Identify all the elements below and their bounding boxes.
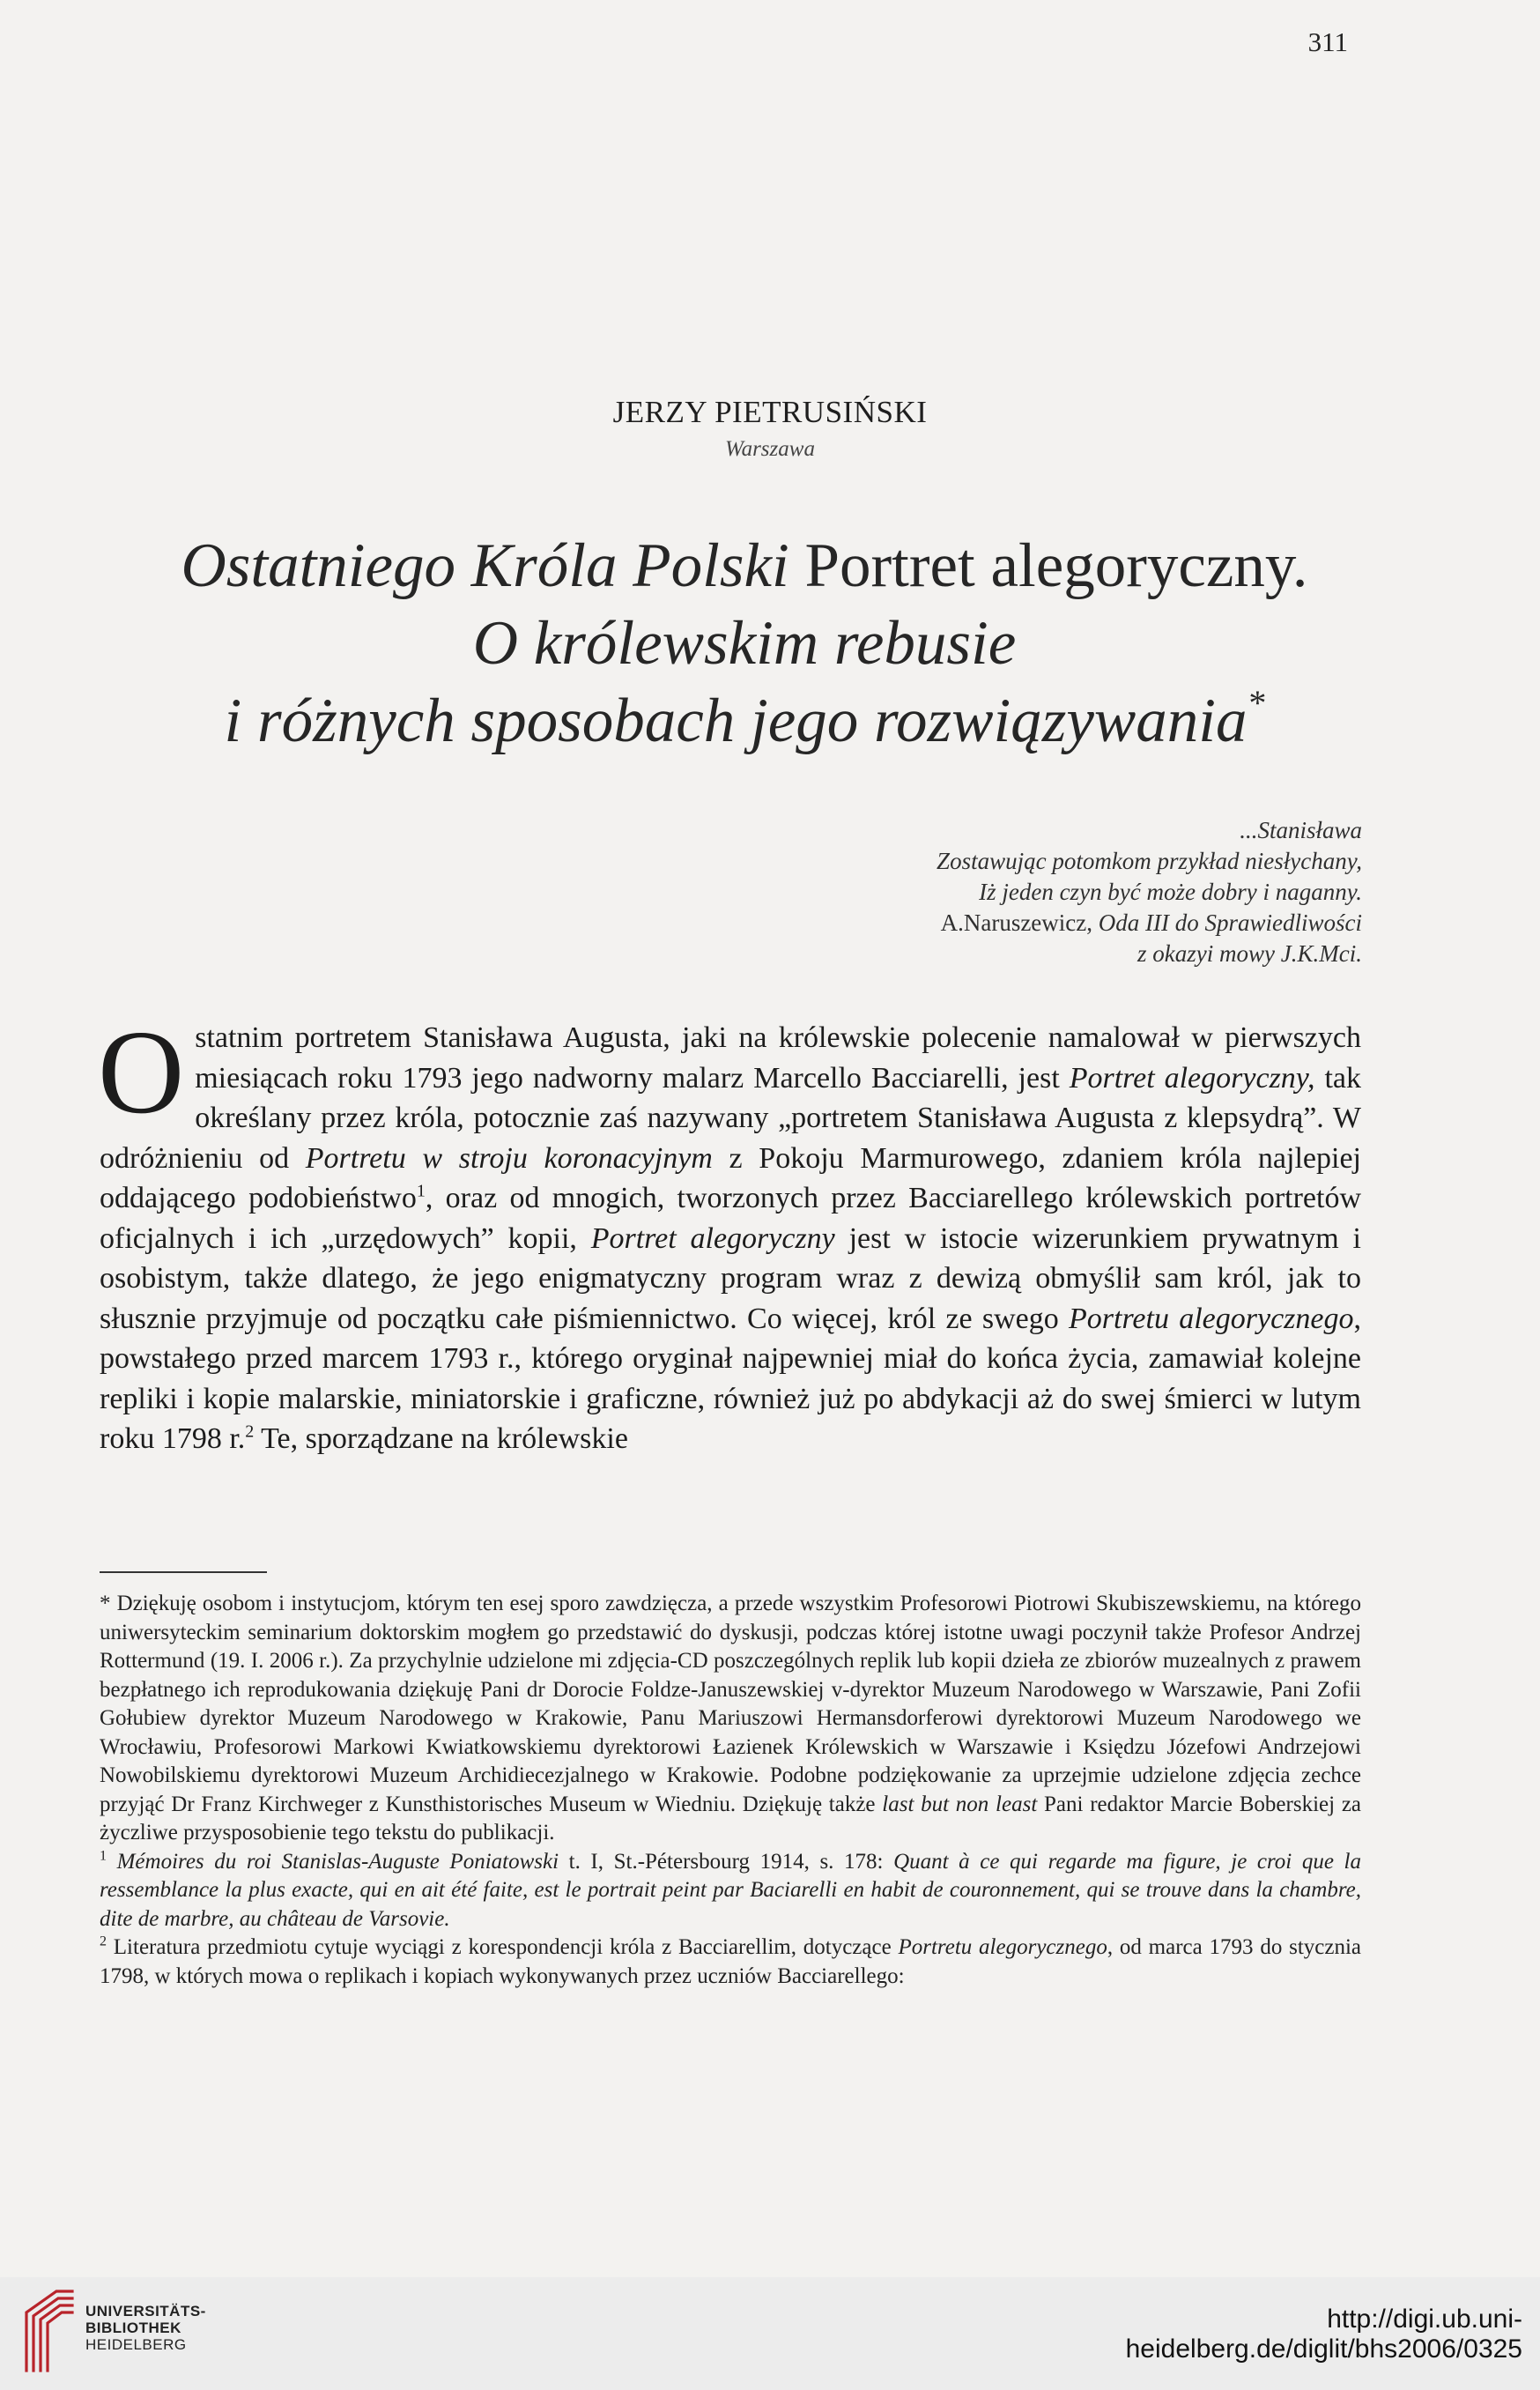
footnote-divider bbox=[100, 1571, 267, 1573]
body-italic-run: Portretu alegorycznego bbox=[1069, 1302, 1354, 1335]
source-url-link[interactable]: http://digi.ub.uni-heidelberg.de/diglit/bhs2006/0325 bbox=[1125, 2305, 1522, 2364]
footnote-italic: Mémoires du roi Stanislas-Auguste Poniatowski bbox=[107, 1849, 559, 1874]
footnote-italic: Portretu alegorycznego bbox=[898, 1935, 1107, 1959]
library-name-line: UNIVERSITÄTS- bbox=[85, 2303, 206, 2319]
body-paragraph bbox=[98, 1006, 1361, 1459]
footnote-ref-1[interactable]: 1 bbox=[416, 1181, 426, 1201]
footnote-2 bbox=[100, 1934, 1361, 1991]
title-italic-part: Ostatniego Króla Polski bbox=[181, 531, 789, 600]
body-text-run: , powstałego przed marcem 1793 r., którego oryginał najpewniej miał do końca życia, zamawiał kolejne repliki i kopie malarskie, miniatorskie i graficzne, również już po abdykacji aż do swej śmierci w lutym roku 1798 r. bbox=[100, 1302, 1361, 1455]
title-line-1 bbox=[88, 527, 1401, 605]
article-title bbox=[88, 527, 1401, 760]
library-name-line: HEIDELBERG bbox=[85, 2336, 187, 2353]
title-line-3-text: i różnych sposobach jego rozwiązywania bbox=[224, 687, 1248, 755]
body-italic-run: Portret alegoryczny bbox=[590, 1221, 835, 1255]
epigraph-work: Oda III do Sprawiedliwości bbox=[1098, 909, 1362, 936]
author-affiliation: Warszawa bbox=[725, 437, 815, 461]
body-text-run: , oraz od mnogich, tworzonych przez Bacciarellego królewskich portretów oficjalnych i ich „urzędowych” kopii, bbox=[100, 1182, 1361, 1255]
footnote-ref-2[interactable]: 2 bbox=[245, 1421, 255, 1442]
epigraph-line: ...Stanisława bbox=[1240, 817, 1362, 843]
footnote-number: 2 bbox=[100, 1934, 107, 1949]
epigraph-author: A.Naruszewicz, bbox=[940, 909, 1099, 936]
footnote-star bbox=[100, 1590, 1361, 1848]
page-number: 311 bbox=[1307, 26, 1348, 57]
drop-cap: O bbox=[98, 1006, 185, 1139]
footnote-italic: last but non least bbox=[882, 1792, 1038, 1816]
body-text-run: Te, sporządzane na królewskie bbox=[254, 1422, 628, 1455]
footnote-text: * Dziękuję osobom i instytucjom, którym ten esej sporo zawdzięcza, a przede wszystkim Profesorowi Piotrowi Skubiszewskiemu, na którego uniwersyteckim seminarium doktorskim mogłem go przedstawić do dyskusji, podczas której istotne uwagi poczynił także Profesor Andrzej Rottermund (19. I. 2006 r.). Za przychylnie udzielone mi zdjęcia-CD poszczególnych replik lub kopii dzieła ze zbiorów muzealnych z prawem bezpłatnego ich reprodukowania dziękuję Pani dr Dorocie Foldze-Januszewskiej v-dyrektor Muzeum Narodowego w Warszawie, Pani Zofii Gołubiew dyrektor Muzeum Narodowego w Krakowie, Panu Mariuszowi Hermansdorferowi dyrektorowi Muzeum Narodowego we Wrocławiu, Profesorowi Markowi Kwiatkowskiemu dyrektorowi Łazienek Królewskich w Warszawie i Księdzu Józefowi Andrzejowi Nowobilskiemu dyrektorowi Muzeum Archidiecezjalnego w Krakowie. Podobne podziękowanie za uprzejmie udzielone zdjęcia zechce przyjąć Dr Franz Kirchweger z Kunsthistorisches Museum w Wiedniu. Dziękuję także bbox=[100, 1592, 1361, 1816]
body-italic-run: Portret alegoryczny, bbox=[1069, 1061, 1315, 1095]
epigraph-source bbox=[705, 908, 1362, 939]
title-footnote-mark: * bbox=[1247, 683, 1265, 723]
footnote-text: Pani redaktor Marcie Boberskiej za życzliwe przysposobienie tego tekstu do publikacji. bbox=[100, 1792, 1362, 1844]
body-text-run: jest w istocie wizerunkiem prywatnym i osobistym, także dlatego, że jego enigmatyczny program wraz z dewizą obmyślił sam król, jak to słusznie przyjmuje od początku całe piśmiennictwo. Co więcej, król ze swego bbox=[100, 1221, 1361, 1335]
footnote-text: Literatura przedmiotu cytuje wyciągi z korespondencji króla z Bacciarellim, dotyczące bbox=[107, 1935, 899, 1959]
epigraph-line: Iż jeden czyn być może dobry i naganny. bbox=[979, 879, 1362, 905]
epigraph-line: z okazyi mowy J.K.Mci. bbox=[1137, 940, 1362, 967]
title-line-3 bbox=[88, 682, 1401, 760]
footnote-1 bbox=[100, 1848, 1361, 1934]
author-name: JERZY PIETRUSIŃSKI bbox=[612, 395, 928, 429]
epigraph-line: Zostawując potomkom przykład niesłychany, bbox=[937, 848, 1362, 874]
title-line-2: O królewskim rebusie bbox=[472, 609, 1017, 678]
library-logo-icon bbox=[21, 2286, 76, 2374]
footnote-italic: Quant à ce qui regarde ma figure, je croi que la ressemblance la plus exacte, qui en ait été faite, est le portrait peint par Baciarelli en habit de couronnement, qui se trouve dans la chambre, dite de marbre, au château de Varsovie. bbox=[100, 1849, 1361, 1931]
body-text-run: z Pokoju Marmurowego, zdaniem króla najlepiej oddającego podobieństwo bbox=[100, 1141, 1361, 1214]
epigraph bbox=[705, 815, 1362, 969]
body-text-run: statnim portretem Stanisława Augusta, jaki na królewskie polecenie namalował w pierwszych miesiącach roku 1793 jego nadworny malarz Marcello Bacciarelli, jest bbox=[195, 1021, 1361, 1095]
library-name-line: BIBLIOTHEK bbox=[85, 2319, 181, 2336]
footnote-text: , od marca 1793 do stycznia 1798, w których mowa o replikach i kopiach wykonywanych przez uczniów Bacciarellego: bbox=[100, 1935, 1362, 1988]
title-upright-part: Portret alegoryczny. bbox=[789, 531, 1308, 600]
library-name bbox=[85, 2303, 206, 2353]
body-text-run: tak określany przez króla, potocznie zaś nazywany „portretem Stanisława Augusta z klepsydrą”. W odróżnieniu od bbox=[100, 1061, 1361, 1175]
footnotes bbox=[100, 1590, 1361, 1991]
footnote-text: t. I, St.-Pétersbourg 1914, s. 178: bbox=[559, 1849, 894, 1874]
body-italic-run: Portretu w stroju koronacyjnym bbox=[305, 1141, 713, 1175]
footnote-number: 1 bbox=[100, 1848, 107, 1864]
